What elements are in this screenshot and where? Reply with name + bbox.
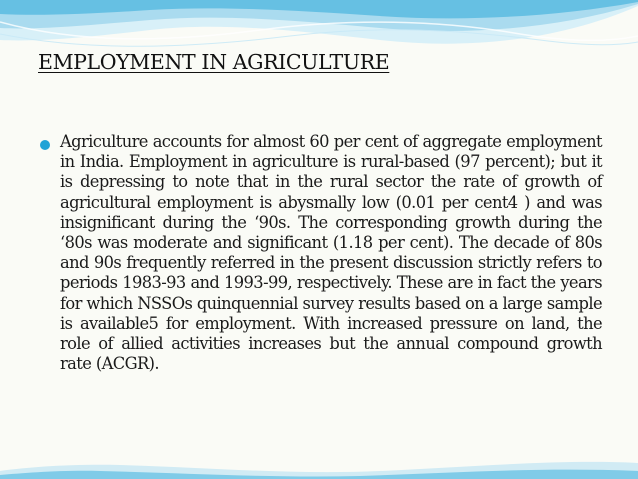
bullet-item xyxy=(40,132,602,374)
bottom-wave-decoration xyxy=(0,457,638,479)
bullet-text: Agriculture accounts for almost 60 per cent of aggregate employment in India. Employment in agriculture is rural-based (97 percent); but it is depressing to note that in the rural sector the rate of growth of agricultural employment is abysmally low (0.01 per cent4 ) and was insignificant during the ‘90s. The corresponding growth during the ‘80s was moderate and significant (1.18 per cent). The decade of 80s and 90s frequently referred in the present discussion strictly refers to periods 1983-93 and 1993-99, respectively. These are in fact the years for which NSSOs quinquennial survey results based on a large sample is available5 for employment. With increased pressure on land, the role of allied activities increases but the annual compound growth rate (ACGR). xyxy=(60,132,602,374)
bullet-dot-icon xyxy=(40,140,50,150)
slide-title: EMPLOYMENT IN AGRICULTURE xyxy=(38,50,390,74)
